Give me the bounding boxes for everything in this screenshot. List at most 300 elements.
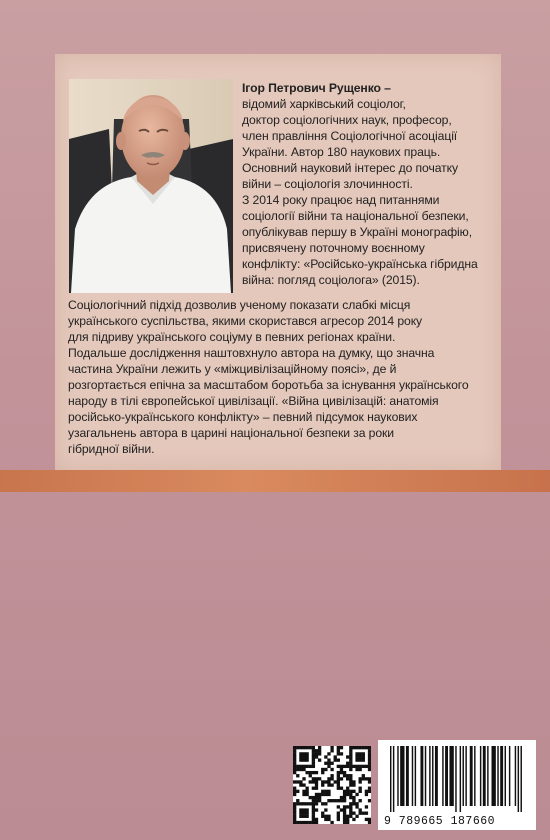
qr-module bbox=[349, 796, 352, 799]
qr-module bbox=[349, 762, 352, 765]
qr-module bbox=[349, 749, 352, 752]
description-line: Соціологічний підхід дозволив ученому показати слабкі місця bbox=[68, 298, 411, 312]
qr-module bbox=[312, 755, 315, 758]
qr-module bbox=[346, 818, 349, 821]
qr-module bbox=[365, 812, 368, 815]
qr-module bbox=[318, 749, 321, 752]
qr-module bbox=[340, 796, 343, 799]
barcode-bar bbox=[455, 746, 456, 812]
qr-code bbox=[293, 746, 371, 824]
barcode-bar bbox=[487, 746, 488, 806]
barcode-bar bbox=[425, 746, 426, 806]
qr-module bbox=[318, 793, 321, 796]
qr-module bbox=[362, 777, 365, 780]
qr-module bbox=[349, 790, 352, 793]
qr-module bbox=[293, 771, 296, 774]
qr-module bbox=[315, 799, 318, 802]
qr-module bbox=[334, 780, 337, 783]
qr-module bbox=[293, 793, 296, 796]
qr-module bbox=[365, 777, 368, 780]
barcode-bar bbox=[449, 746, 453, 806]
qr-module bbox=[343, 815, 346, 818]
qr-module bbox=[368, 799, 371, 802]
qr-module bbox=[346, 821, 349, 824]
description-line: узагальнень автора в царині національної безпеки за роки bbox=[68, 426, 394, 440]
qr-module bbox=[337, 787, 340, 790]
qr-module bbox=[340, 765, 343, 768]
qr-module bbox=[343, 793, 346, 796]
qr-module bbox=[346, 815, 349, 818]
qr-module bbox=[299, 821, 302, 824]
qr-module bbox=[312, 787, 315, 790]
barcode-bar bbox=[415, 746, 416, 806]
qr-module bbox=[346, 762, 349, 765]
book-description-text bbox=[68, 297, 469, 457]
qr-module bbox=[312, 805, 315, 808]
qr-module bbox=[343, 790, 346, 793]
qr-module bbox=[359, 790, 362, 793]
qr-module bbox=[368, 752, 371, 755]
qr-module bbox=[315, 752, 318, 755]
qr-module bbox=[293, 787, 296, 790]
barcode-bar bbox=[518, 746, 519, 812]
qr-module bbox=[293, 749, 296, 752]
qr-module bbox=[305, 812, 308, 815]
qr-module bbox=[305, 746, 308, 749]
qr-module bbox=[302, 777, 305, 780]
bio-line: війна: погляд соціолога» (2015). bbox=[242, 273, 420, 287]
qr-module bbox=[359, 808, 362, 811]
qr-module bbox=[337, 812, 340, 815]
qr-module bbox=[349, 755, 352, 758]
qr-module bbox=[324, 818, 327, 821]
qr-module bbox=[365, 790, 368, 793]
qr-module bbox=[337, 774, 340, 777]
qr-module bbox=[355, 746, 358, 749]
qr-module bbox=[305, 821, 308, 824]
qr-module bbox=[346, 765, 349, 768]
qr-module bbox=[330, 821, 333, 824]
qr-module bbox=[315, 783, 318, 786]
qr-module bbox=[327, 765, 330, 768]
qr-module bbox=[365, 818, 368, 821]
qr-module bbox=[312, 749, 315, 752]
qr-module bbox=[302, 821, 305, 824]
description-line: для підриву українського соціуму в певних регіонах країни. bbox=[68, 330, 396, 344]
description-line: частина України лежить у «міжцивілізаційному поясі», де й bbox=[68, 362, 397, 376]
qr-module bbox=[299, 780, 302, 783]
qr-module bbox=[321, 812, 324, 815]
bio-line: З 2014 року працює над питаннями bbox=[242, 193, 440, 207]
qr-module bbox=[359, 752, 362, 755]
barcode-bar bbox=[460, 746, 461, 812]
qr-module bbox=[346, 777, 349, 780]
qr-module bbox=[352, 799, 355, 802]
qr-module bbox=[309, 746, 312, 749]
barcode-bar bbox=[515, 746, 516, 806]
qr-module bbox=[349, 746, 352, 749]
qr-module bbox=[349, 808, 352, 811]
qr-module bbox=[327, 777, 330, 780]
qr-module bbox=[362, 774, 365, 777]
barcode-bar bbox=[465, 746, 466, 806]
qr-module bbox=[362, 752, 365, 755]
qr-module bbox=[299, 815, 302, 818]
qr-module bbox=[305, 758, 308, 761]
qr-module bbox=[343, 799, 346, 802]
qr-module bbox=[315, 793, 318, 796]
qr-module bbox=[315, 818, 318, 821]
qr-module bbox=[296, 765, 299, 768]
barcode-bar bbox=[435, 746, 438, 806]
qr-module bbox=[293, 821, 296, 824]
barcode-bar bbox=[445, 746, 448, 806]
qr-module bbox=[343, 765, 346, 768]
qr-module bbox=[346, 774, 349, 777]
barcode-bar bbox=[420, 746, 423, 806]
barcode-bar bbox=[509, 746, 510, 806]
qr-module bbox=[309, 765, 312, 768]
barcode-bar bbox=[497, 746, 498, 806]
qr-module bbox=[312, 821, 315, 824]
qr-module bbox=[359, 758, 362, 761]
qr-module bbox=[312, 796, 315, 799]
qr-module bbox=[318, 796, 321, 799]
qr-module bbox=[349, 793, 352, 796]
qr-module bbox=[327, 752, 330, 755]
qr-module bbox=[305, 765, 308, 768]
barcode-bar bbox=[429, 746, 430, 806]
qr-module bbox=[334, 758, 337, 761]
qr-module bbox=[365, 805, 368, 808]
qr-module bbox=[321, 815, 324, 818]
qr-module bbox=[352, 783, 355, 786]
qr-module bbox=[324, 808, 327, 811]
author-intro-text bbox=[242, 80, 478, 288]
isbn-barcode bbox=[378, 740, 536, 830]
qr-module bbox=[327, 815, 330, 818]
qr-module bbox=[368, 758, 371, 761]
qr-module bbox=[321, 783, 324, 786]
qr-module bbox=[355, 802, 358, 805]
qr-module bbox=[324, 790, 327, 793]
qr-module bbox=[327, 818, 330, 821]
qr-module bbox=[315, 780, 318, 783]
qr-module bbox=[346, 790, 349, 793]
qr-module bbox=[312, 780, 315, 783]
qr-module bbox=[368, 765, 371, 768]
qr-module bbox=[359, 780, 362, 783]
qr-module bbox=[318, 758, 321, 761]
qr-module bbox=[293, 790, 296, 793]
qr-module bbox=[312, 771, 315, 774]
qr-module bbox=[315, 749, 318, 752]
barcode-bar bbox=[480, 746, 481, 806]
qr-module bbox=[337, 777, 340, 780]
barcode-bar bbox=[483, 746, 486, 806]
qr-module bbox=[318, 777, 321, 780]
qr-module bbox=[362, 765, 365, 768]
qr-module bbox=[312, 818, 315, 821]
qr-module bbox=[337, 783, 340, 786]
qr-module bbox=[368, 787, 371, 790]
description-line: українського суспільства, якими скористався агресор 2014 року bbox=[68, 314, 423, 328]
qr-module bbox=[340, 746, 343, 749]
qr-module bbox=[296, 821, 299, 824]
qr-module bbox=[368, 762, 371, 765]
qr-module bbox=[362, 812, 365, 815]
qr-module bbox=[296, 774, 299, 777]
qr-module bbox=[299, 755, 302, 758]
qr-module bbox=[368, 780, 371, 783]
bio-line: член правління Соціологічної асоціації bbox=[242, 129, 458, 143]
qr-module bbox=[330, 783, 333, 786]
qr-module bbox=[327, 758, 330, 761]
qr-module bbox=[293, 802, 296, 805]
qr-module bbox=[299, 783, 302, 786]
qr-module bbox=[349, 812, 352, 815]
qr-module bbox=[293, 762, 296, 765]
qr-module bbox=[368, 749, 371, 752]
qr-module bbox=[330, 768, 333, 771]
barcode-bar bbox=[474, 746, 475, 806]
qr-module bbox=[343, 821, 346, 824]
qr-module bbox=[318, 752, 321, 755]
qr-module bbox=[305, 787, 308, 790]
qr-module bbox=[302, 808, 305, 811]
qr-module bbox=[327, 790, 330, 793]
qr-module bbox=[293, 755, 296, 758]
qr-module bbox=[330, 777, 333, 780]
bio-line: Основний науковий інтерес до початку bbox=[242, 161, 458, 175]
qr-module bbox=[299, 746, 302, 749]
qr-module bbox=[362, 758, 365, 761]
qr-module bbox=[293, 780, 296, 783]
qr-module bbox=[299, 765, 302, 768]
qr-module bbox=[324, 815, 327, 818]
qr-module bbox=[302, 802, 305, 805]
qr-module bbox=[362, 755, 365, 758]
qr-module bbox=[349, 765, 352, 768]
qr-module bbox=[355, 815, 358, 818]
qr-module bbox=[324, 802, 327, 805]
qr-module bbox=[324, 768, 327, 771]
qr-module bbox=[321, 790, 324, 793]
qr-module bbox=[330, 799, 333, 802]
qr-module bbox=[293, 765, 296, 768]
barcode-bar bbox=[500, 746, 503, 806]
qr-module bbox=[352, 796, 355, 799]
qr-module bbox=[368, 821, 371, 824]
qr-module bbox=[293, 758, 296, 761]
qr-module bbox=[324, 755, 327, 758]
qr-module bbox=[315, 787, 318, 790]
qr-module bbox=[355, 765, 358, 768]
qr-module bbox=[355, 768, 358, 771]
qr-module bbox=[299, 758, 302, 761]
qr-module bbox=[352, 790, 355, 793]
qr-module bbox=[296, 746, 299, 749]
qr-module bbox=[327, 783, 330, 786]
qr-module bbox=[293, 805, 296, 808]
qr-module bbox=[293, 808, 296, 811]
barcode-bar bbox=[505, 746, 506, 806]
qr-module bbox=[327, 799, 330, 802]
qr-module bbox=[352, 818, 355, 821]
qr-module bbox=[352, 765, 355, 768]
barcode-bar bbox=[463, 746, 464, 806]
qr-module bbox=[312, 765, 315, 768]
bio-line: відомий харківський соціолог, bbox=[242, 97, 406, 111]
author-name: Ігор Петрович Рущенко bbox=[242, 81, 381, 95]
qr-module bbox=[349, 768, 352, 771]
qr-module bbox=[302, 755, 305, 758]
qr-module bbox=[315, 808, 318, 811]
qr-module bbox=[343, 812, 346, 815]
qr-module bbox=[337, 758, 340, 761]
qr-module bbox=[355, 752, 358, 755]
qr-module bbox=[324, 780, 327, 783]
qr-module bbox=[343, 808, 346, 811]
author-photo bbox=[69, 79, 233, 293]
qr-module bbox=[315, 796, 318, 799]
qr-module bbox=[321, 802, 324, 805]
qr-module bbox=[349, 752, 352, 755]
description-line: народу в тілі європейської цивілізації. «Війна цивілізацій: анатомія bbox=[68, 394, 439, 408]
qr-module bbox=[318, 746, 321, 749]
qr-module bbox=[296, 780, 299, 783]
qr-module bbox=[343, 771, 346, 774]
qr-module bbox=[312, 752, 315, 755]
qr-module bbox=[346, 805, 349, 808]
qr-module bbox=[312, 802, 315, 805]
qr-module bbox=[293, 752, 296, 755]
qr-module bbox=[302, 768, 305, 771]
qr-module bbox=[368, 790, 371, 793]
qr-module bbox=[337, 752, 340, 755]
qr-module bbox=[368, 777, 371, 780]
qr-module bbox=[312, 808, 315, 811]
qr-module bbox=[299, 752, 302, 755]
qr-module bbox=[365, 746, 368, 749]
qr-module bbox=[340, 787, 343, 790]
qr-module bbox=[368, 755, 371, 758]
qr-module bbox=[318, 799, 321, 802]
qr-module bbox=[359, 768, 362, 771]
qr-module bbox=[337, 815, 340, 818]
qr-module bbox=[315, 755, 318, 758]
description-line: гібридної війни. bbox=[68, 442, 155, 456]
qr-module bbox=[312, 815, 315, 818]
qr-module bbox=[305, 793, 308, 796]
qr-module bbox=[368, 746, 371, 749]
qr-module bbox=[312, 777, 315, 780]
qr-module bbox=[346, 793, 349, 796]
qr-module bbox=[302, 765, 305, 768]
qr-module bbox=[340, 768, 343, 771]
qr-module bbox=[312, 799, 315, 802]
qr-module bbox=[305, 771, 308, 774]
qr-module bbox=[337, 799, 340, 802]
qr-module bbox=[321, 793, 324, 796]
decorative-stripe bbox=[0, 470, 550, 492]
qr-module bbox=[352, 780, 355, 783]
qr-module bbox=[302, 790, 305, 793]
qr-module bbox=[359, 787, 362, 790]
qr-module bbox=[368, 818, 371, 821]
qr-module bbox=[305, 752, 308, 755]
qr-module bbox=[327, 780, 330, 783]
qr-module bbox=[321, 780, 324, 783]
bio-line: України. Автор 180 наукових праць. bbox=[242, 145, 441, 159]
bio-line: опублікував першу в Україні монографію, bbox=[242, 225, 472, 239]
author-name-line: Ігор Петрович Рущенко – bbox=[242, 81, 391, 95]
qr-module bbox=[327, 762, 330, 765]
isbn-digits: 9 789665 187660 bbox=[384, 815, 496, 828]
qr-module bbox=[343, 805, 346, 808]
qr-module bbox=[293, 815, 296, 818]
qr-module bbox=[343, 796, 346, 799]
qr-module bbox=[337, 780, 340, 783]
qr-module bbox=[293, 768, 296, 771]
barcode-bar bbox=[412, 746, 413, 806]
qr-module bbox=[359, 765, 362, 768]
description-line: Подальше дослідження наштовхнуло автора на думку, що значна bbox=[68, 346, 435, 360]
qr-module bbox=[315, 777, 318, 780]
qr-module bbox=[309, 774, 312, 777]
barcode-bar bbox=[400, 746, 404, 806]
qr-module bbox=[349, 758, 352, 761]
qr-module bbox=[334, 755, 337, 758]
qr-module bbox=[355, 755, 358, 758]
qr-module bbox=[330, 774, 333, 777]
qr-module bbox=[312, 758, 315, 761]
qr-module bbox=[349, 802, 352, 805]
qr-module bbox=[324, 762, 327, 765]
qr-module bbox=[312, 812, 315, 815]
qr-module bbox=[302, 812, 305, 815]
qr-module bbox=[293, 812, 296, 815]
qr-module bbox=[309, 802, 312, 805]
qr-module bbox=[359, 812, 362, 815]
qr-module bbox=[296, 768, 299, 771]
bio-line: війни – соціологія злочинності. bbox=[242, 177, 413, 191]
qr-module bbox=[359, 777, 362, 780]
qr-module bbox=[340, 799, 343, 802]
description-line: розгортається епічна за масштабом боротьба за існування українського bbox=[68, 378, 469, 392]
qr-module bbox=[362, 746, 365, 749]
barcode-bar bbox=[432, 746, 433, 806]
qr-module bbox=[315, 821, 318, 824]
qr-module bbox=[352, 746, 355, 749]
qr-module bbox=[309, 821, 312, 824]
qr-module bbox=[355, 758, 358, 761]
description-line: російсько-українського конфлікту» – певний підсумок наукових bbox=[68, 410, 418, 424]
qr-module bbox=[365, 765, 368, 768]
qr-module bbox=[346, 787, 349, 790]
qr-module bbox=[299, 812, 302, 815]
qr-module bbox=[305, 802, 308, 805]
qr-module bbox=[340, 771, 343, 774]
barcode-bar bbox=[393, 746, 394, 812]
qr-module bbox=[359, 746, 362, 749]
qr-module bbox=[305, 790, 308, 793]
qr-module bbox=[305, 755, 308, 758]
bio-line: доктор соціологічних наук, професор, bbox=[242, 113, 452, 127]
qr-module bbox=[302, 746, 305, 749]
qr-module bbox=[343, 818, 346, 821]
qr-module bbox=[349, 783, 352, 786]
